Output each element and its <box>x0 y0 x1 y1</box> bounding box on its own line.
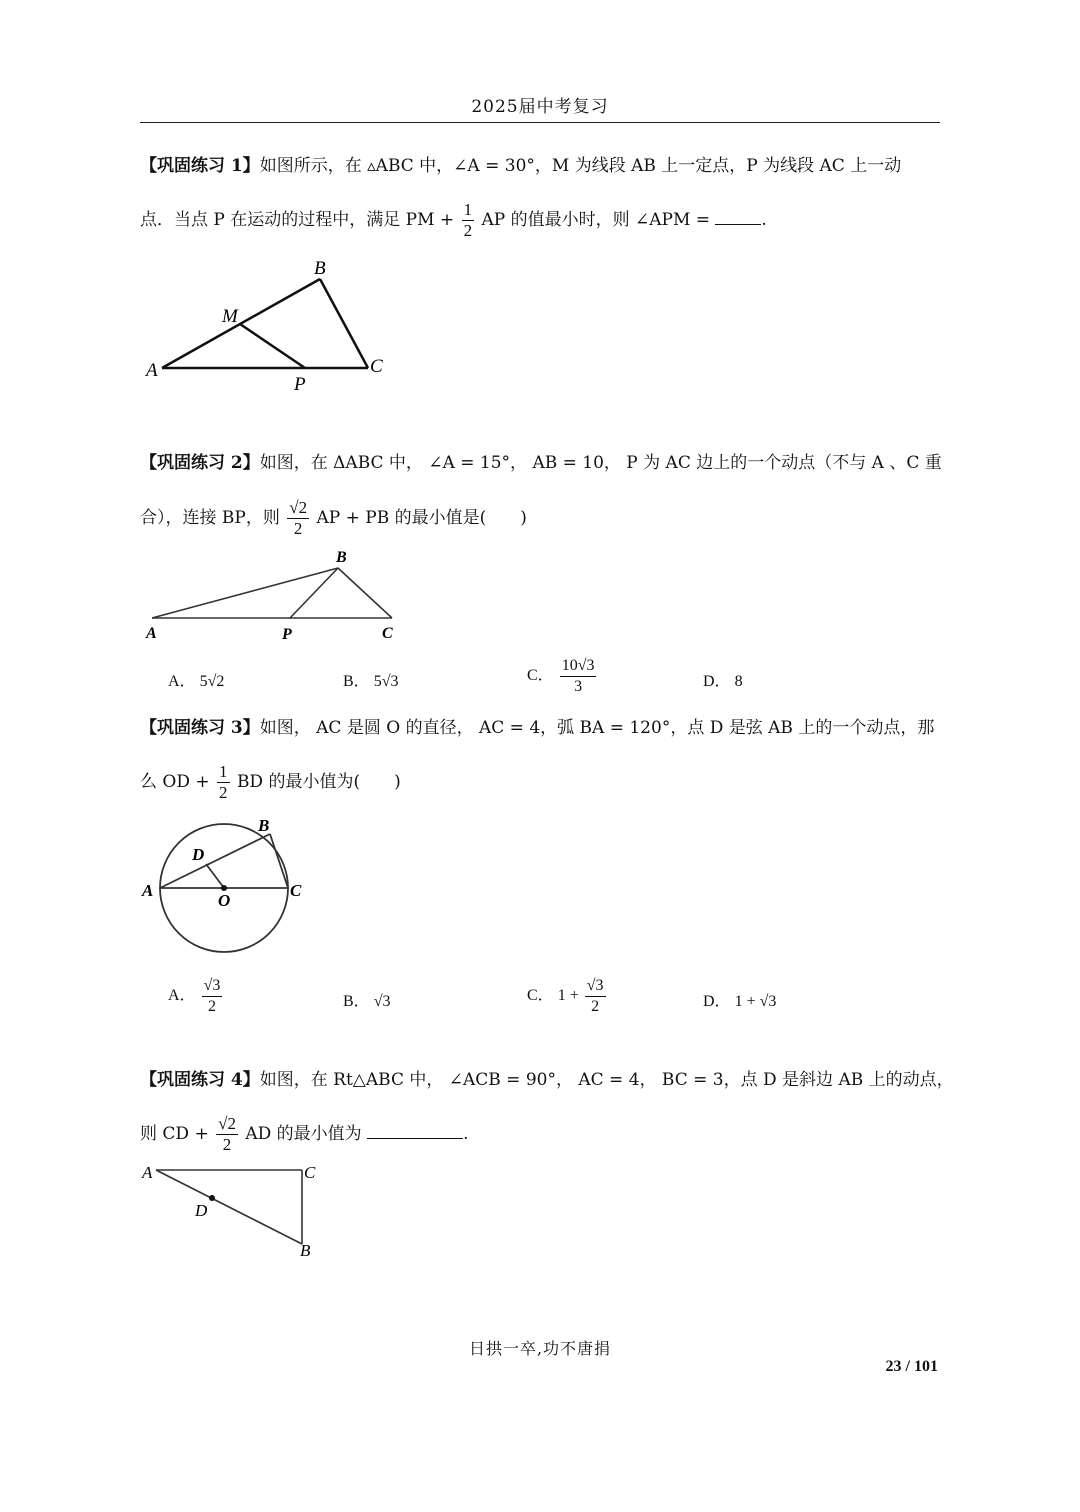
q1-text-2a: 点．当点 P 在运动的过程中，满足 PM + <box>140 210 455 230</box>
q2-label-p: P <box>282 626 292 643</box>
q3-line2 <box>140 762 401 803</box>
q1-label-b: B <box>314 258 326 279</box>
q3-label-a: A <box>142 881 154 900</box>
q1-frac-num: 1 <box>463 200 473 219</box>
q2-option-a-value: 5√2 <box>199 673 225 690</box>
q1-tag: 【巩固练习 1】 <box>140 156 260 176</box>
header-rule <box>140 122 940 123</box>
q3-label-c: C <box>290 881 302 900</box>
q1-label-m: M <box>222 306 238 327</box>
q1-frac-den: 2 <box>463 221 473 240</box>
q4-text-2a: 则 CD + <box>140 1124 209 1144</box>
q3-option-c-den: 2 <box>591 998 600 1015</box>
q1-segment-mp <box>240 324 305 368</box>
q3-option-c-letter: C． <box>527 987 554 1005</box>
q1-line1 <box>140 154 901 178</box>
q4-label-c: C <box>304 1163 316 1182</box>
q2-option-d-value: 8 <box>734 673 743 690</box>
q1-segment-bc <box>320 279 368 368</box>
q1-line2 <box>140 200 767 241</box>
q4-frac-num: √2 <box>218 1114 236 1133</box>
q2-text-2a: 合），连接 BP，则 <box>140 508 280 528</box>
q2-figure <box>140 540 420 650</box>
q3-option-d[interactable] <box>703 988 776 1011</box>
q4-text-2b: AD 的最小值为 <box>245 1124 362 1144</box>
q3-segment-od <box>206 864 224 888</box>
q3-frac-num: 1 <box>219 762 228 781</box>
q3-option-a-den: 2 <box>207 998 216 1015</box>
q1-answer-blank[interactable] <box>715 224 761 225</box>
q1-label-a: A <box>146 360 158 381</box>
q2-option-c-letter: C． <box>527 667 554 685</box>
q2-option-b-value: 5√3 <box>373 673 399 690</box>
q1-label-c: C <box>370 356 383 377</box>
q2-option-d[interactable] <box>703 668 743 691</box>
q4-label-d: D <box>195 1201 208 1220</box>
q3-label-o: O <box>218 891 231 910</box>
q1-text-2b: AP 的值最小时，则 ∠APM = <box>481 210 711 230</box>
q2-option-c-num: 10√3 <box>560 656 597 677</box>
q2-option-c-fraction <box>560 656 597 697</box>
q3-option-b-value: √3 <box>373 993 391 1010</box>
q4-line1 <box>140 1068 954 1092</box>
q3-chord-ab <box>160 834 270 888</box>
q3-option-c-num: √3 <box>585 976 606 997</box>
q2-option-a-letter: A． <box>168 673 196 690</box>
q2-line1 <box>140 451 942 475</box>
q2-option-a[interactable] <box>168 668 224 691</box>
q2-tag: 【巩固练习 2】 <box>140 453 260 473</box>
q3-label-b: B <box>258 816 270 835</box>
q3-tag: 【巩固练习 3】 <box>140 718 260 738</box>
q3-chord-bc <box>270 834 288 888</box>
q1-text-1: 如图所示，在 ▵ABC 中，∠A = 30°，M 为线段 AB 上一定点，P 为线段 AC 上一动 <box>259 156 902 176</box>
q2-line2 <box>140 498 527 539</box>
q3-option-c[interactable] <box>527 976 608 1017</box>
q4-label-a: A <box>142 1163 153 1182</box>
q3-option-d-value: 1 + √3 <box>734 993 777 1010</box>
q3-option-a[interactable] <box>168 976 224 1017</box>
q4-answer-blank[interactable] <box>367 1138 463 1139</box>
q2-option-c-den: 3 <box>574 678 583 695</box>
q4-figure <box>140 1158 340 1268</box>
q3-frac-den: 2 <box>219 783 228 802</box>
q3-text-1: 如图， AC 是圆 O 的直径， AC = 4，弧 BA = 120°，点 D 是弦 AB 上的一个动点，那 <box>259 718 935 738</box>
q2-segment-ab <box>152 568 338 618</box>
q2-segment-bc <box>338 568 392 618</box>
q2-option-b-letter: B． <box>343 673 370 690</box>
q3-label-d: D <box>192 845 205 864</box>
q2-text-2b: AP + PB 的最小值是( ) <box>316 508 527 528</box>
q1-fraction <box>462 200 475 241</box>
q4-frac-den: 2 <box>222 1135 232 1154</box>
q1-text-end: . <box>761 210 767 230</box>
q3-option-c-fraction <box>585 976 606 1017</box>
q4-label-b: B <box>300 1241 311 1260</box>
q2-option-b[interactable] <box>343 668 398 691</box>
q3-option-c-pre: 1 + <box>557 987 579 1005</box>
q3-option-a-num: √3 <box>202 976 223 997</box>
q2-label-b: B <box>336 549 347 566</box>
page-header: 2025届中考复习 <box>471 97 609 117</box>
q4-segment-ab <box>156 1170 302 1244</box>
q2-frac-num: √2 <box>289 498 308 517</box>
q3-figure <box>140 812 320 962</box>
q3-fraction <box>217 762 230 803</box>
q4-text-1: 如图，在 Rt△ABC 中， ∠ACB = 90°， AC = 4， BC = 3，点 D 是斜边 AB 上的动点， <box>259 1070 954 1090</box>
footer-motto: 日拱一卒,功不唐捐 <box>468 1339 612 1358</box>
q2-frac-den: 2 <box>293 519 303 538</box>
q2-text-1: 如图，在 ΔABC 中， ∠A = 15°， AB = 10， P 为 AC 边上的一个动点（不与 A 、C 重 <box>259 453 942 473</box>
q1-label-p: P <box>294 374 306 395</box>
q2-label-a: A <box>146 625 157 642</box>
q3-option-b-letter: B． <box>343 993 370 1010</box>
q2-label-c: C <box>382 625 393 642</box>
q3-line1 <box>140 716 934 740</box>
q4-point-d <box>209 1195 215 1201</box>
q2-segment-pb <box>290 568 338 618</box>
q3-text-2a: 么 OD + <box>140 772 210 792</box>
page-number: 23 / 101 <box>885 1358 938 1375</box>
q2-fraction <box>287 498 309 539</box>
q3-option-d-letter: D． <box>703 993 731 1010</box>
q2-option-d-letter: D． <box>703 673 731 690</box>
q3-text-2b: BD 的最小值为( ) <box>236 772 401 792</box>
q3-option-a-fraction <box>202 976 223 1017</box>
q4-fraction <box>216 1114 238 1155</box>
q4-tag: 【巩固练习 4】 <box>140 1070 260 1090</box>
q1-figure <box>140 250 400 400</box>
q4-text-end: . <box>463 1124 469 1144</box>
q3-option-a-letter: A． <box>168 987 196 1005</box>
q3-option-b[interactable] <box>343 988 390 1011</box>
q4-line2 <box>140 1114 468 1155</box>
q2-option-c[interactable] <box>527 656 598 697</box>
